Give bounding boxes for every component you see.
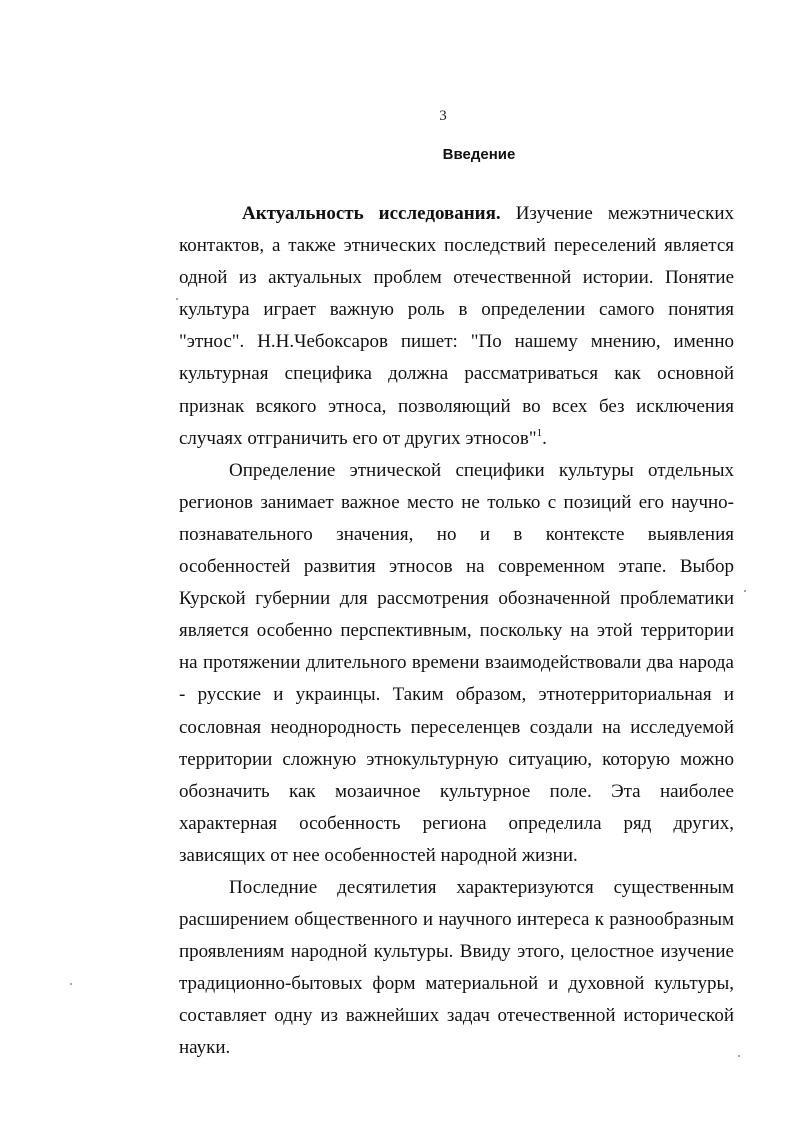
page-number: 3 (439, 108, 447, 124)
paragraph-lead: Актуальность исследования. (242, 203, 501, 224)
scan-speck (70, 983, 72, 985)
scan-speck (176, 298, 178, 300)
paragraph-recent-decades: Последние десятилетия характеризуются существенным расширением общественного и научного интереса к разнообразным проявлениям народной культуры. Ввиду этого, целостное изучение традиционно-бытовых форм материальной и духовной культуры, составляет одну из важнейших задач отечественной исторической науки. (179, 876, 734, 1059)
footnote-marker: 1 (536, 426, 543, 439)
paragraph-relevance (179, 198, 734, 455)
paragraph-tail: . (542, 427, 547, 449)
document-body (179, 198, 734, 1065)
paragraph-ethnic-specificity: Определение этнической специфики культуры отдельных регионов занимает важное место не только с позиций его научно-познавательного значения, но и в контексте выявления особенностей развития этносов на современном этапе. Выбор Курской губернии для рассмотрения обозначенной проблематики является особенно перспективным, поскольку на этой территории на протяжении длительного времени взаимодействовали два народа - русские и украинцы. Таким образом, этнотерриториальная и сословная неоднородность переселенцев создали на исследуемой территории сложную этнокультурную ситуацию, которую можно обозначить как мозаичное культурное поле. Эта наиболее характерная особенность региона определила ряд других, зависящих от нее особенностей народной жизни. (179, 459, 734, 866)
scan-speck (738, 1055, 740, 1057)
scan-speck (744, 590, 746, 592)
paragraph-text: Изучение межэтнических контактов, а также этнических последствий переселений является одной из актуальных проблем отечественной истории. Понятие культура играет важную роль в определении самого понятия "этнос". Н.Н.Чебоксаров пишет: "По нашему мнению, именно культурная специфика должна рассматриваться как основной признак всякого этноса, позволяющий во всех без исключения случаях отграничить его от других этносов" (179, 203, 734, 449)
section-heading: Введение (442, 146, 516, 163)
